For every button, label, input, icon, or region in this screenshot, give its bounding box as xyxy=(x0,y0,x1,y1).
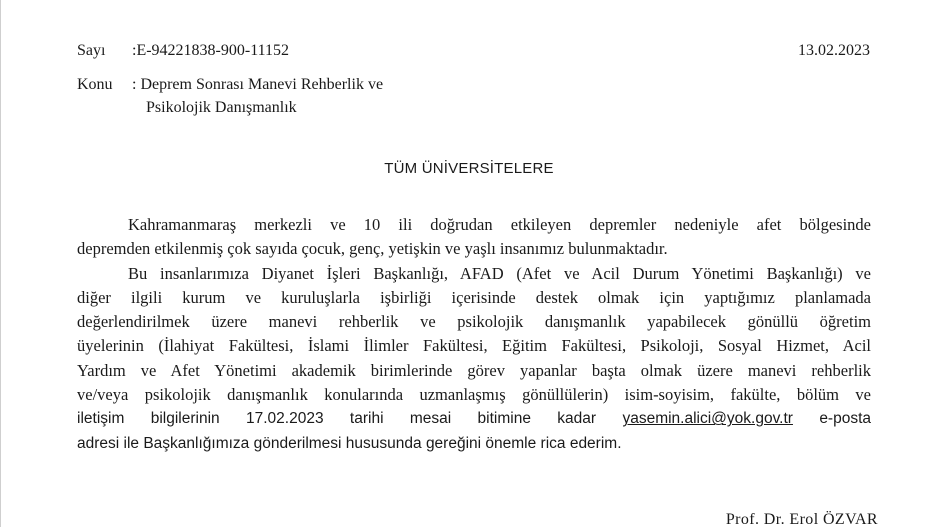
body-line: diğer ilgili kurum ve kuruluşlarla işbirliği içerisinde destek olmak için yaptığımız planlamada xyxy=(77,287,871,307)
body-line: ve/veya psikolojik danışmanlık konularında uzmanlaşmış gönüllülerin) isim-soyisim, fakülte, bölüm ve xyxy=(77,385,871,405)
body-line: Kahramanmaraş merkezli ve 10 ili doğrudan etkileyen depremler nedeniyle afet bölgesinde xyxy=(128,215,871,234)
body-line: üyelerinin (İlahiyat Fakültesi, İslami İlimler Fakültesi, Eğitim Fakültesi, Psikoloji, Sosyal Hizmet, Acil xyxy=(77,336,871,356)
body-line-text: e-posta xyxy=(819,410,872,428)
letter-body xyxy=(77,213,871,456)
subject-label: Konu xyxy=(77,76,113,93)
body-line xyxy=(77,407,871,431)
subject-line-1: : Deprem Sonrası Manevi Rehberlik ve xyxy=(132,76,384,93)
body-line: Bu insanlarımıza Diyanet İşleri Başkanlığı, AFAD (Afet ve Acil Durum Yönetimi Başkanlığı) ve xyxy=(128,263,871,283)
body-line: Yardım ve Afet Yönetimi akademik birimlerinde görev yapanlar başta olmak üzere manevi rehberlik xyxy=(77,360,871,380)
page-edge xyxy=(0,0,1,527)
body-line: adresi ile Başkanlığımıza gönderilmesi hususunda gereğini önemle rica ederim. xyxy=(77,434,622,452)
document-number: :E-94221838-900-11152 xyxy=(132,42,290,59)
number-label: Sayı xyxy=(77,42,106,59)
body-line-text: iletişim bilgilerinin 17.02.2023 tarihi mesai bitimine kadar xyxy=(77,410,597,428)
signature-name: Prof. Dr. Erol ÖZVAR xyxy=(725,511,878,528)
recipient-heading: TÜM ÜNİVERSİTELERE xyxy=(384,160,554,177)
body-line: değerlendirilmek üzere manevi rehberlik ve psikolojik danışmanlık yapabilecek gönüllü öğretim xyxy=(77,312,871,332)
email-link[interactable]: yasemin.alici@yok.gov.tr xyxy=(622,410,793,428)
letter-date: 13.02.2023 xyxy=(798,42,870,59)
subject-line-2: Psikolojik Danışmanlık xyxy=(146,99,297,116)
body-line: depremden etkilenmiş çok sayıda çocuk, genç, yetişkin ve yaşlı insanımız bulunmaktadır. xyxy=(77,239,668,259)
